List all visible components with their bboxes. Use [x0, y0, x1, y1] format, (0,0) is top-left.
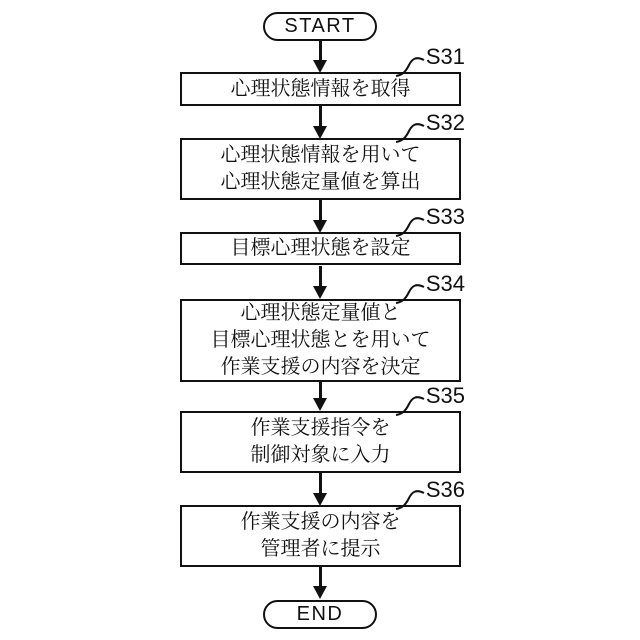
step-text: 心理状態情報を用いて 心理状態定量値を算出 — [220, 144, 421, 193]
step-box-s33 — [180, 204, 465, 265]
step-box-s34 — [180, 271, 465, 382]
arrowhead-icon — [313, 398, 327, 411]
arrowhead-icon — [313, 586, 327, 599]
step-id-label: S35 — [425, 383, 465, 408]
step-box-s31 — [180, 44, 465, 106]
step-id-label: S36 — [425, 477, 465, 502]
step-box-s32 — [180, 110, 465, 200]
leader-line-icon — [395, 484, 425, 510]
step-tag — [395, 273, 465, 304]
flow-arrow — [313, 106, 328, 139]
step-text: 心理状態定量値と 目標心理状態とを用いて 作業支援の内容を決定 — [210, 302, 431, 378]
start-label: START — [284, 15, 356, 37]
end-label: END — [296, 603, 344, 625]
step-id-label: S32 — [425, 110, 465, 135]
leader-line-icon — [395, 117, 425, 143]
step-id-label: S33 — [425, 204, 465, 229]
leader-line-icon — [395, 51, 425, 77]
flow-arrow — [313, 41, 328, 73]
start-terminal — [263, 12, 377, 41]
leader-line-icon — [395, 390, 425, 416]
step-box-s35 — [180, 383, 465, 473]
flow-arrow — [313, 473, 328, 506]
flow-arrow — [313, 200, 328, 233]
leader-line-icon — [395, 278, 425, 304]
arrowhead-icon — [313, 286, 327, 299]
step-tag — [395, 206, 465, 237]
step-id-label: S31 — [425, 44, 465, 69]
step-id-label: S34 — [425, 271, 465, 296]
step-tag — [395, 385, 465, 416]
step-tag — [395, 46, 465, 77]
step-text: 目標心理状態を設定 — [230, 237, 411, 259]
leader-line-icon — [395, 211, 425, 237]
step-tag — [395, 479, 465, 510]
flow-arrow — [313, 567, 328, 599]
step-text: 作業支援指令を 制御対象に入力 — [250, 417, 391, 466]
flow-arrow — [313, 266, 328, 299]
step-text: 心理状態情報を取得 — [230, 77, 411, 100]
step-text: 作業支援の内容を 管理者に提示 — [240, 511, 401, 560]
flow-arrow — [313, 382, 328, 411]
end-terminal — [263, 600, 377, 629]
step-box-s36 — [180, 477, 465, 567]
step-tag — [395, 112, 465, 143]
